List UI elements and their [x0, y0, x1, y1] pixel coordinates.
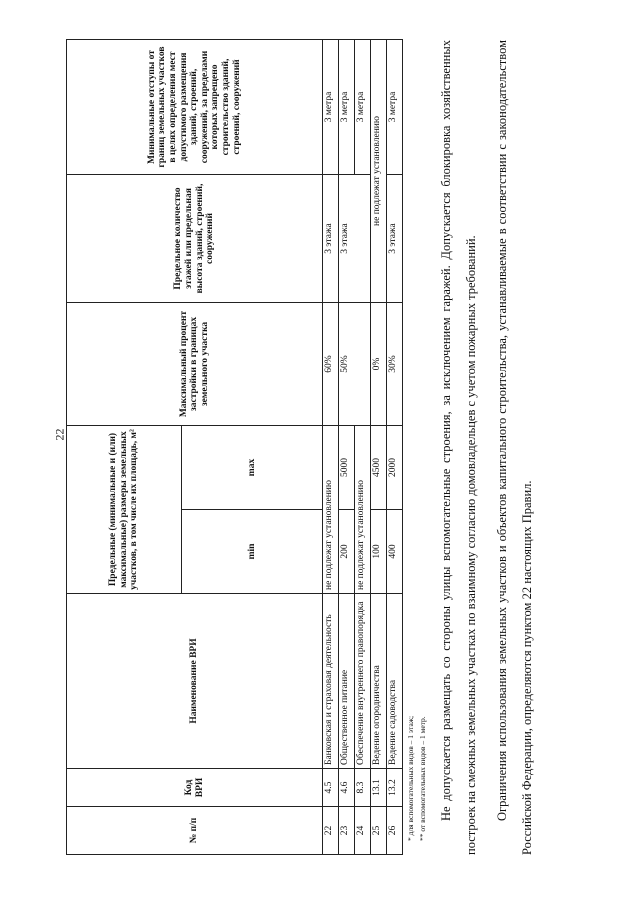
cell-floors: 3 этажа [323, 175, 339, 303]
cell-setback: 3 метра [323, 40, 339, 175]
cell-min: 200 [339, 510, 355, 594]
cell-percent: 60% [323, 303, 339, 426]
cell-sizes: не подлежат установлению [323, 426, 339, 594]
cell-sizes: не подлежат установлению [355, 426, 371, 594]
cell-percent: 30% [387, 303, 403, 426]
cell-num: 26 [387, 807, 403, 855]
footnote-1: * для вспомогательных видов – 1 этаж; [406, 715, 415, 841]
header-min: min [182, 510, 323, 594]
header-row [67, 40, 182, 855]
cell-percent: 0% [371, 303, 387, 426]
header-setback: Минимальные отступы от границ земельных участков в целях определения мест допустимого размещения зданий, строений, сооружений, за пределами которых запрещено строительство зданий, строений, сооружений [67, 40, 323, 175]
cell-num: 25 [371, 807, 387, 855]
cell-name: Общественное питание [339, 594, 355, 769]
table-row [387, 40, 403, 855]
cell-setback: 3 метра [355, 40, 371, 175]
header-name: Наименование ВРИ [67, 594, 323, 769]
table-row [339, 40, 355, 855]
cell-setback: 3 метра [387, 40, 403, 175]
table-row [371, 40, 387, 855]
page-number: 22 [52, 428, 67, 441]
paragraph-1: Не допускается размещать со стороны улицы вспомогательные строения, за исключением гаражей. Допускается блокировка хозяйственных построек на смежных земельных участках по взаимному согласию домовладельцев с учетом пожарных требований. [438, 40, 478, 855]
header-code: Код ВРИ [67, 769, 323, 807]
header-num: № п/п [67, 807, 323, 855]
cell-code: 8.3 [355, 769, 371, 807]
header-sizes: Предельные (минимальные и (или) максимальные) размеры земельных участков, в том числе их площадь, м² [67, 426, 182, 594]
cell-name: Ведение садоводства [387, 594, 403, 769]
cell-max: 5000 [339, 426, 355, 510]
cell-code: 13.2 [387, 769, 403, 807]
cell-max: 4500 [371, 426, 387, 510]
cell-percent: 50% [339, 303, 371, 426]
header-floors: Предельное количество этажей или предельная высота зданий, строений, сооружений [67, 175, 323, 303]
footnote-2: ** от вспомогательных видов – 1 метр. [418, 716, 428, 841]
cell-name: Ведение огородничества [371, 594, 387, 769]
cell-min: 100 [371, 510, 387, 594]
land-use-table [66, 39, 403, 855]
cell-min: 400 [387, 510, 403, 594]
cell-max: 2000 [387, 426, 403, 510]
cell-floors: 3 этажа [387, 175, 403, 303]
cell-name: Банковская и страховая деятельность [323, 594, 339, 769]
cell-code: 13.1 [371, 769, 387, 807]
cell-name: Обеспечение внутреннего правопорядка [355, 594, 371, 769]
header-percent: Максимальный процент застройки в границах земельного участка [67, 303, 323, 426]
rotated-content [66, 40, 536, 855]
cell-num: 22 [323, 807, 339, 855]
cell-floors-setback: не подлежат установлению [371, 40, 387, 303]
table-row [355, 40, 371, 855]
cell-code: 4.6 [339, 769, 355, 807]
paragraph-2: Ограничения использования земельных участков и объектов капитального строительства, устанавливаемые в соответствии с законодательством Российской Федерации, определяются пунктом 22 настоящих Правил. [494, 40, 534, 855]
cell-num: 23 [339, 807, 355, 855]
cell-num: 24 [355, 807, 371, 855]
table-row [323, 40, 339, 855]
cell-floors: 3 этажа [339, 175, 371, 303]
cell-setback: 3 метра [339, 40, 355, 175]
header-max: max [182, 426, 323, 510]
cell-code: 4.5 [323, 769, 339, 807]
